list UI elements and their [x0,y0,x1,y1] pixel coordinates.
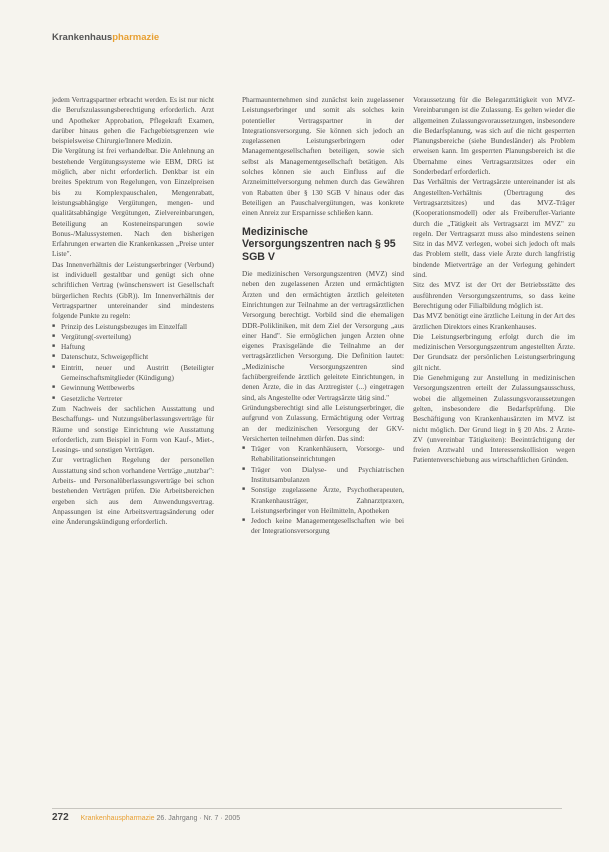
col3-paragraph: Sitz des MVZ ist der Ort der Betriebsstätte des ausführenden Versorgungszentrums, so dass keine Berechtigung oder Filialbildung möglich ist. [413,280,575,310]
footer-divider [52,808,562,809]
list-item: ■ Vergütung(-sverteilung) [61,332,214,342]
magazine-name: Krankenhauspharmazie [80,815,155,822]
section-header-main: Krankenhaus [52,32,113,43]
col2-paragraph: Gründungsberechtigt sind alle Leistungserbringer, die aufgrund von Zulassung, Ermächtigung oder Vertrag an der medizinischen Versorgung der GKV-Versicherten teilnehmen dürfen. Das sind: [242,402,404,443]
subheading: Medizinische Versorgungszentren nach § 95 SGB V [242,225,396,263]
list-item: ■ Träger von Krankenhäusern, Vorsorge- und Rehabilitationseinrichtungen [251,444,404,465]
col3-paragraph: Voraussetzung für die Belegarzttätigkeit von MVZ-Vereinbarungen ist die Zulassung. Es gelten wieder die allgemeinen Zulassungsvoraussetzungen, insbesondere die Bedarfsplanung, was sich auf die nicht gesperrten Planungsbereiche (siehe Bundesländer) als Problem erweisen kann. Im gesperrten Planungsbereich ist die Übernahme eines Vertragsarztsitzes oder ein Sonderbedarf erforderlich. [413,95,575,177]
list-item: ■ Jedoch keine Managementgesellschaften wie bei der Integrationsversorgung [251,516,404,537]
col3-paragraph: Das MVZ benötigt eine ärztliche Leitung in der Art des ärztlichen Direktors eines Krankenhauses. [413,311,575,331]
section-header [52,32,159,43]
list-item: ■ Gesetzliche Vertreter [61,394,214,404]
col3-paragraph: Die Genehmigung zur Anstellung in medizinischen Versorgungszentren erteilt der Zulassungsausschuss, wobei die allgemeinen Zulassungsvoraussetzungen gelten, insbesondere die Bedarfsprüfung. Die Beschäftigung von Krankenhausärzten im MVZ ist nicht möglich. Der Grund liegt in § 20 Abs. 2 Ärzte-ZV (unvereinbar Tätigkeiten): Beeinträchtigung der freien Arztwahl und Interessenskollision wegen Patientenverschiebung aus wirtschaftlichen Gründen. [413,373,575,465]
col2-bullet-list [242,444,404,537]
list-item: ■ Träger von Dialyse- und Psychiatrischen Institutsambulanzen [251,465,404,486]
page-footer [52,812,562,823]
issue-info: 26. Jahrgang · Nr. 7 · 2005 [156,815,241,822]
list-item: ■ Haftung [61,342,214,352]
col1-paragraph: Die Vergütung ist frei verhandelbar. Die Anlehnung an bestehende Vergütungssysteme wie EBM, DRG ist möglich, aber nicht erforderlich. Denkbar ist ein breites Spektrum von Regelungen, von Einzelpreisen bis zu Komplexpauschalen, Mengenrabatt, leistungsabhängige Vergütungen, mengen- und qualitätsabhängige Vergütungen, Zielvereinbarungen, Beteiligung an Kosteneinsparungen sowie Bonus-/Malussystemen. Nach den bisherigen Erfahrungen erwarten die Krankenkassen „Preise unter Liste". [52,146,214,259]
col1-paragraph: Zur vertraglichen Regelung der personellen Ausstattung sind schon vorhandene Verträge „nutzbar": Arbeits- und Personalüberlassungsverträge bei schon bestehenden Verträgen prüfen. Die Arbeitsbereichen ergeben sich aus dem Anwendungsvertrag. Anpassungen ist eine Arbeitsvertragsänderung oder eine Änderungskündigung erforderlich. [52,455,214,527]
col1-paragraph: jedem Vertragspartner erbracht werden. Es ist nur nicht die Berufszulassungsberechtigung erforderlich. Arzt und Apotheker Approbation, Pflegekraft Examen, darüber hinaus gehen die Fachgebietsgrenzen wie beispielsweise Chirurgie/Innere Medizin. [52,95,214,146]
column-3 [413,95,575,466]
column-2 [242,95,404,537]
col2-paragraph: Pharmaunternehmen sind zunächst kein zugelassener Leistungserbringer und somit als solches kein potentieller Vertragspartner in der Integrationsversorgung. Sie können sich jedoch an zugelassenen Leistungserbringern oder Managementgesellschaften beteiligen, sowie sich selbst als Managementgesellschaft betätigen. Als solches können sie auch Einfluss auf die Arzneimittelversorgung nehmen durch das Gewähren von Rabatten über § 130 SGB V hinaus oder das Beteiligen an Pauschalvergütungen, was konkrete einen Anreiz zur Ersparnisse schließen kann. [242,95,404,218]
list-item: ■ Prinzip des Leistungsbezuges im Einzelfall [61,322,214,332]
col3-paragraph: Die Leistungserbringung erfolgt durch die im medizinischen Versorgungszentrum angestellten Ärzte. Der Grundsatz der persönlichen Leistungserbringung gilt nicht. [413,331,575,372]
column-1 [52,95,214,527]
col1-bullet-list [52,322,214,404]
section-header-accent: pharmazie [112,32,160,43]
col2-paragraph: Die medizinischen Versorgungszentren (MVZ) sind neben den zugelassenen Ärzten und ermächtigten Ärzten und den ermächtigten ärztlich geleiteten Einrichtungen zur Teilnahme an der vertragsärztlichen Versorgung berechtigt. Vorbild sind die ehemaligen DDR-Polikliniken, mit dem Ziel der Versorgung „aus einer Hand". Sie ermöglichen jungen Ärzten ohne eigenes Praxisgelände die Teilnahme an der vertragsärztlichen Versorgung. Die Definition lautet: „Medizinische Versorgungszentren sind fachübergreifende ärztlich geleitete Einrichtungen, in denen Ärzte, die in das Arztregister (...) eingetragen sind, als Angestellte oder Vertragsärzte tätig sind." [242,269,404,402]
list-item: ■ Gewinnung Wettbewerbs [61,383,214,393]
list-item: ■ Eintritt, neuer und Austritt (Beteiligter Gemeinschaftsmitglieder (Kündigung) [61,363,214,384]
col3-paragraph: Das Verhältnis der Vertragsärzte untereinander ist als Angestellten-Verhältnis (Übertragung des Vertragsarztsitzes) und das MVZ-Träger (Kooperationsmodell) oder als Freiberufler-Variante durch die „Tätigkeit als Vertragsarzt im MVZ" zu regeln. Der Vertragsarzt muss also mindestens seinen Sitz in das MVZ verlegen, wobei sich jedoch oft mals das Problem stellt, dass viele Ärzte durch langfristig bindende Mietverträge an der Verlegung gehindert sind. [413,177,575,280]
col1-paragraph: Zum Nachweis der sachlichen Ausstattung und Beschaffungs- und Nutzungsüberlassungsverträge für Räume und sonstige Einrichtung wie Ausstattung erforderlich, zum Beispiel in Form von Kauf-, Miet-, Leasings- und sonstigen Verträgen. [52,403,214,455]
col1-paragraph: Das Innenverhältnis der Leistungserbringer (Verbund) ist individuell gestaltbar und genügt sich ohne schriftlichen Vertrag (wünschenswert ist Gesellschaft bürgerlichen Rechts (GbR)). Im Innenverhältnis der Vertragspartner untereinander sind mindestens folgende Punkte zu regeln: [52,259,214,321]
list-item: ■ Sonstige zugelassene Ärzte, Psychotherapeuten, Krankenhausträger, Zahnarztpraxen, Leistungserbringer von Heilmitteln, Apotheken [251,485,404,516]
list-item: ■ Datenschutz, Schweigepflicht [61,352,214,362]
page-number: 272 [52,812,69,823]
